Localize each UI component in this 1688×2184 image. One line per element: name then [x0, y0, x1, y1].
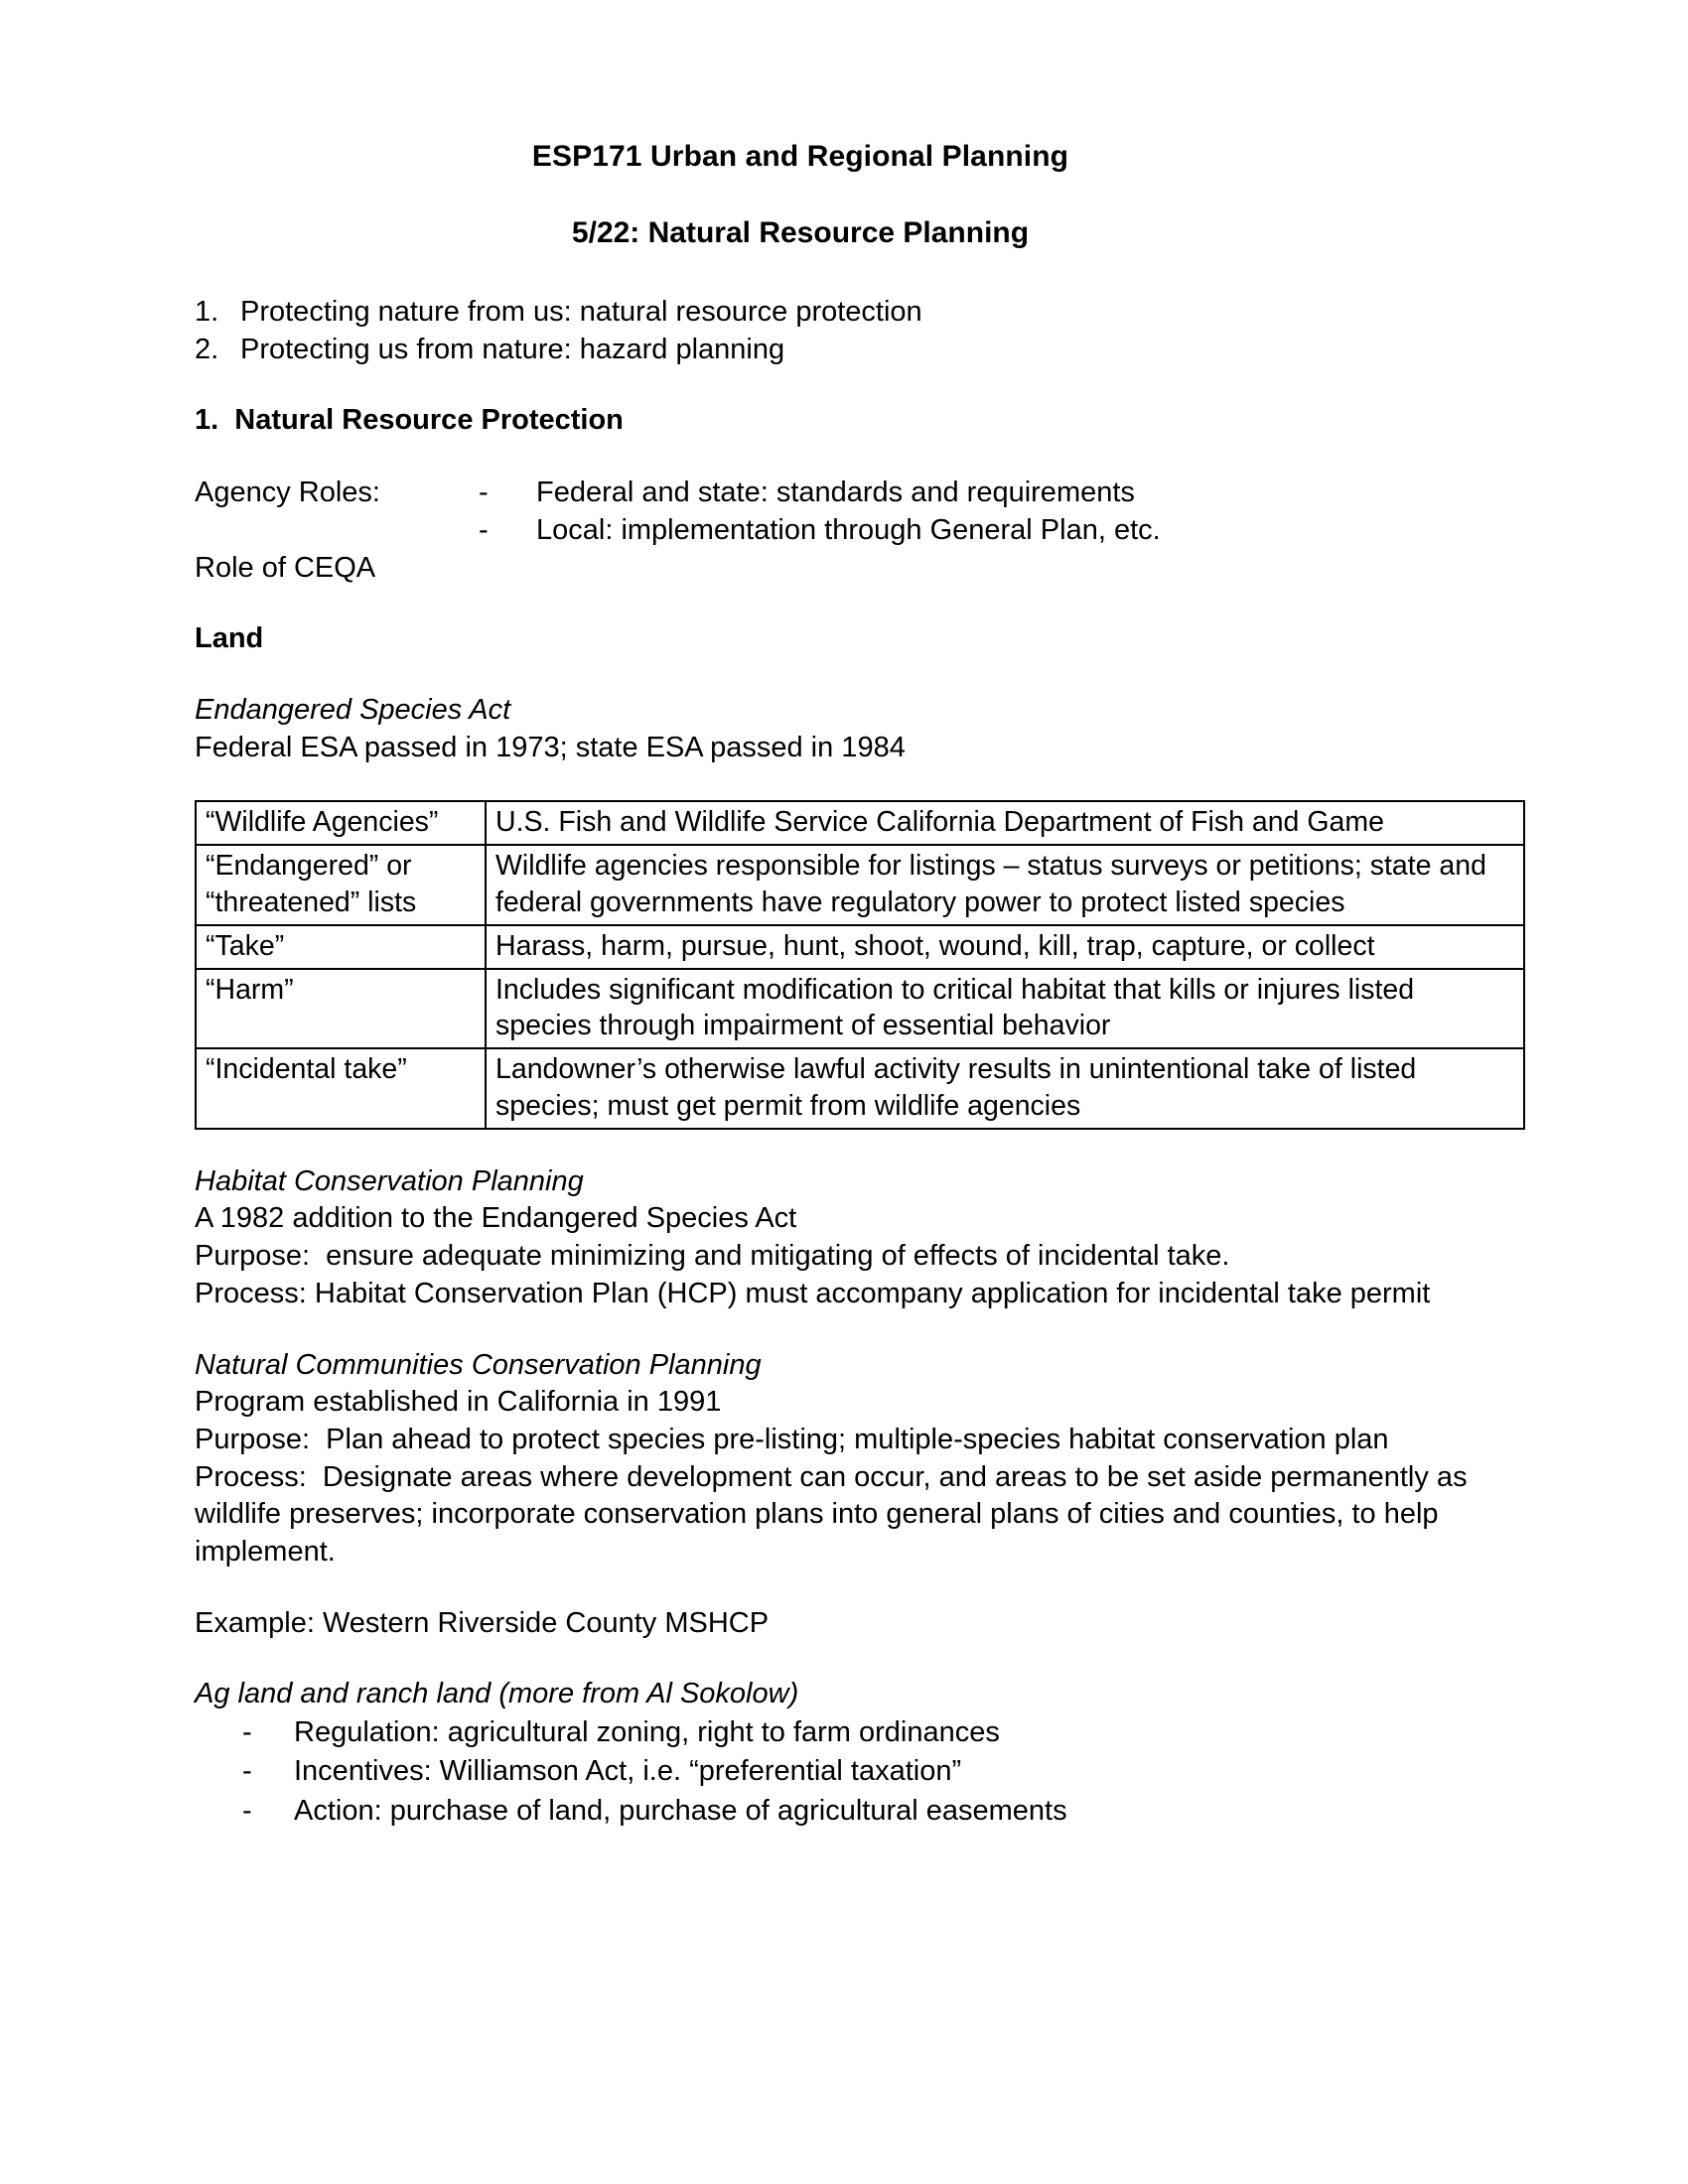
list-item-label: Incentives: Williamson Act, i.e. “preferential taxation”: [294, 1755, 962, 1788]
spacer: [195, 587, 1505, 620]
table-cell-term: “Incidental take”: [196, 1048, 486, 1128]
table-row: [196, 1048, 1524, 1128]
dash-bullet: -: [479, 477, 489, 508]
subheading-nccp: Natural Communities Conservation Planning: [195, 1348, 762, 1381]
ag-land-list: [195, 1713, 1505, 1831]
spacer: [195, 658, 1505, 692]
table-row: [196, 925, 1524, 969]
section-heading-natural-resource-protection: 1. Natural Resource Protection: [195, 404, 624, 437]
agency-roles-row: [195, 474, 1505, 511]
dash-bullet: -: [242, 1716, 252, 1749]
list-item-number: 1.: [195, 295, 219, 328]
spacer: [195, 766, 1505, 800]
document-content: [195, 139, 1505, 1831]
table-row: [196, 845, 1524, 924]
list-item-number: 2.: [195, 334, 219, 366]
nccp-example-line: Example: Western Riverside County MSHCP: [195, 1606, 770, 1639]
page-subtitle: 5/22: Natural Resource Planning: [571, 216, 1030, 250]
agency-roles-item: Local: implementation through General Plan, etc.: [536, 514, 1161, 547]
list-item: [195, 293, 1505, 331]
table-cell-definition: Wildlife agencies responsible for listings – status surveys or petitions; state and federal governments have regulatory power to protect listed species: [486, 845, 1524, 924]
list-item-label: Protecting nature from us: natural resource protection: [240, 295, 922, 328]
spacer: [195, 1571, 1505, 1605]
table-row: [196, 969, 1524, 1048]
subheading-endangered-species-act: Endangered Species Act: [195, 693, 511, 726]
hcp-line: A 1982 addition to the Endangered Species Act: [195, 1202, 797, 1235]
esa-definitions-table: [195, 800, 1525, 1130]
role-of-ceqa-line: Role of CEQA: [195, 551, 376, 584]
spacer: [195, 440, 1505, 474]
page-title: ESP171 Urban and Regional Planning: [531, 140, 1069, 173]
hcp-process-line: Process: Habitat Conservation Plan (HCP) must accompany application for incidental take permit: [195, 1277, 1431, 1309]
dash-bullet: -: [242, 1794, 252, 1827]
dash-bullet: -: [242, 1755, 252, 1788]
agency-roles-block: [195, 474, 1505, 587]
spacer: [195, 368, 1505, 402]
subheading-habitat-conservation-planning: Habitat Conservation Planning: [195, 1164, 584, 1197]
section-heading-land: Land: [195, 622, 264, 655]
dash-bullet: -: [479, 514, 489, 547]
list-item-label: Action: purchase of land, purchase of agricultural easements: [294, 1794, 1067, 1827]
spacer: [195, 1313, 1505, 1347]
list-item: [195, 1752, 1505, 1791]
esa-passage-line: Federal ESA passed in 1973; state ESA passed in 1984: [195, 731, 906, 763]
table-cell-term: “Harm”: [196, 969, 486, 1048]
list-item: [195, 1792, 1505, 1831]
list-item-label: Regulation: agricultural zoning, right to farm ordinances: [294, 1716, 1000, 1749]
spacer: [195, 174, 1505, 215]
agency-roles-item: Federal and state: standards and requirements: [536, 477, 1135, 508]
nccp-process-line: Process: Designate areas where development can occur, and areas to be set aside permanently as wildlife preserves; incorporate conservation plans into general plans of cities and counties, to help implement.: [195, 1460, 1476, 1568]
overview-list: [195, 293, 1505, 369]
hcp-purpose-line: Purpose: ensure adequate minimizing and mitigating of effects of incidental take.: [195, 1240, 1230, 1273]
table-cell-definition: U.S. Fish and Wildlife Service California Department of Fish and Game: [486, 801, 1524, 845]
agency-roles-row: [195, 511, 1505, 549]
table-cell-term: “Take”: [196, 925, 486, 969]
table-cell-term: “Wildlife Agencies”: [196, 801, 486, 845]
spacer: [195, 1642, 1505, 1676]
table-row: [196, 801, 1524, 845]
list-item: [195, 331, 1505, 368]
list-item: [195, 1713, 1505, 1752]
spacer: [195, 1130, 1505, 1163]
subheading-ag-land: Ag land and ranch land (more from Al Sokolow): [195, 1678, 799, 1710]
nccp-program-line: Program established in California in 1991: [195, 1386, 722, 1419]
list-item-label: Protecting us from nature: hazard planning: [240, 334, 785, 366]
table-cell-definition: Harass, harm, pursue, hunt, shoot, wound, kill, trap, capture, or collect: [486, 925, 1524, 969]
table-cell-term: “Endangered” or “threatened” lists: [196, 845, 486, 924]
agency-roles-label: Agency Roles:: [195, 477, 380, 508]
table-cell-definition: Includes significant modification to critical habitat that kills or injures listed species through impairment of essential behavior: [486, 969, 1524, 1048]
spacer: [195, 251, 1505, 293]
nccp-purpose-line: Purpose: Plan ahead to protect species pre-listing; multiple-species habitat conservation plan: [195, 1423, 1389, 1455]
table-cell-definition: Landowner’s otherwise lawful activity results in unintentional take of listed species; must get permit from wildlife agencies: [486, 1048, 1524, 1128]
